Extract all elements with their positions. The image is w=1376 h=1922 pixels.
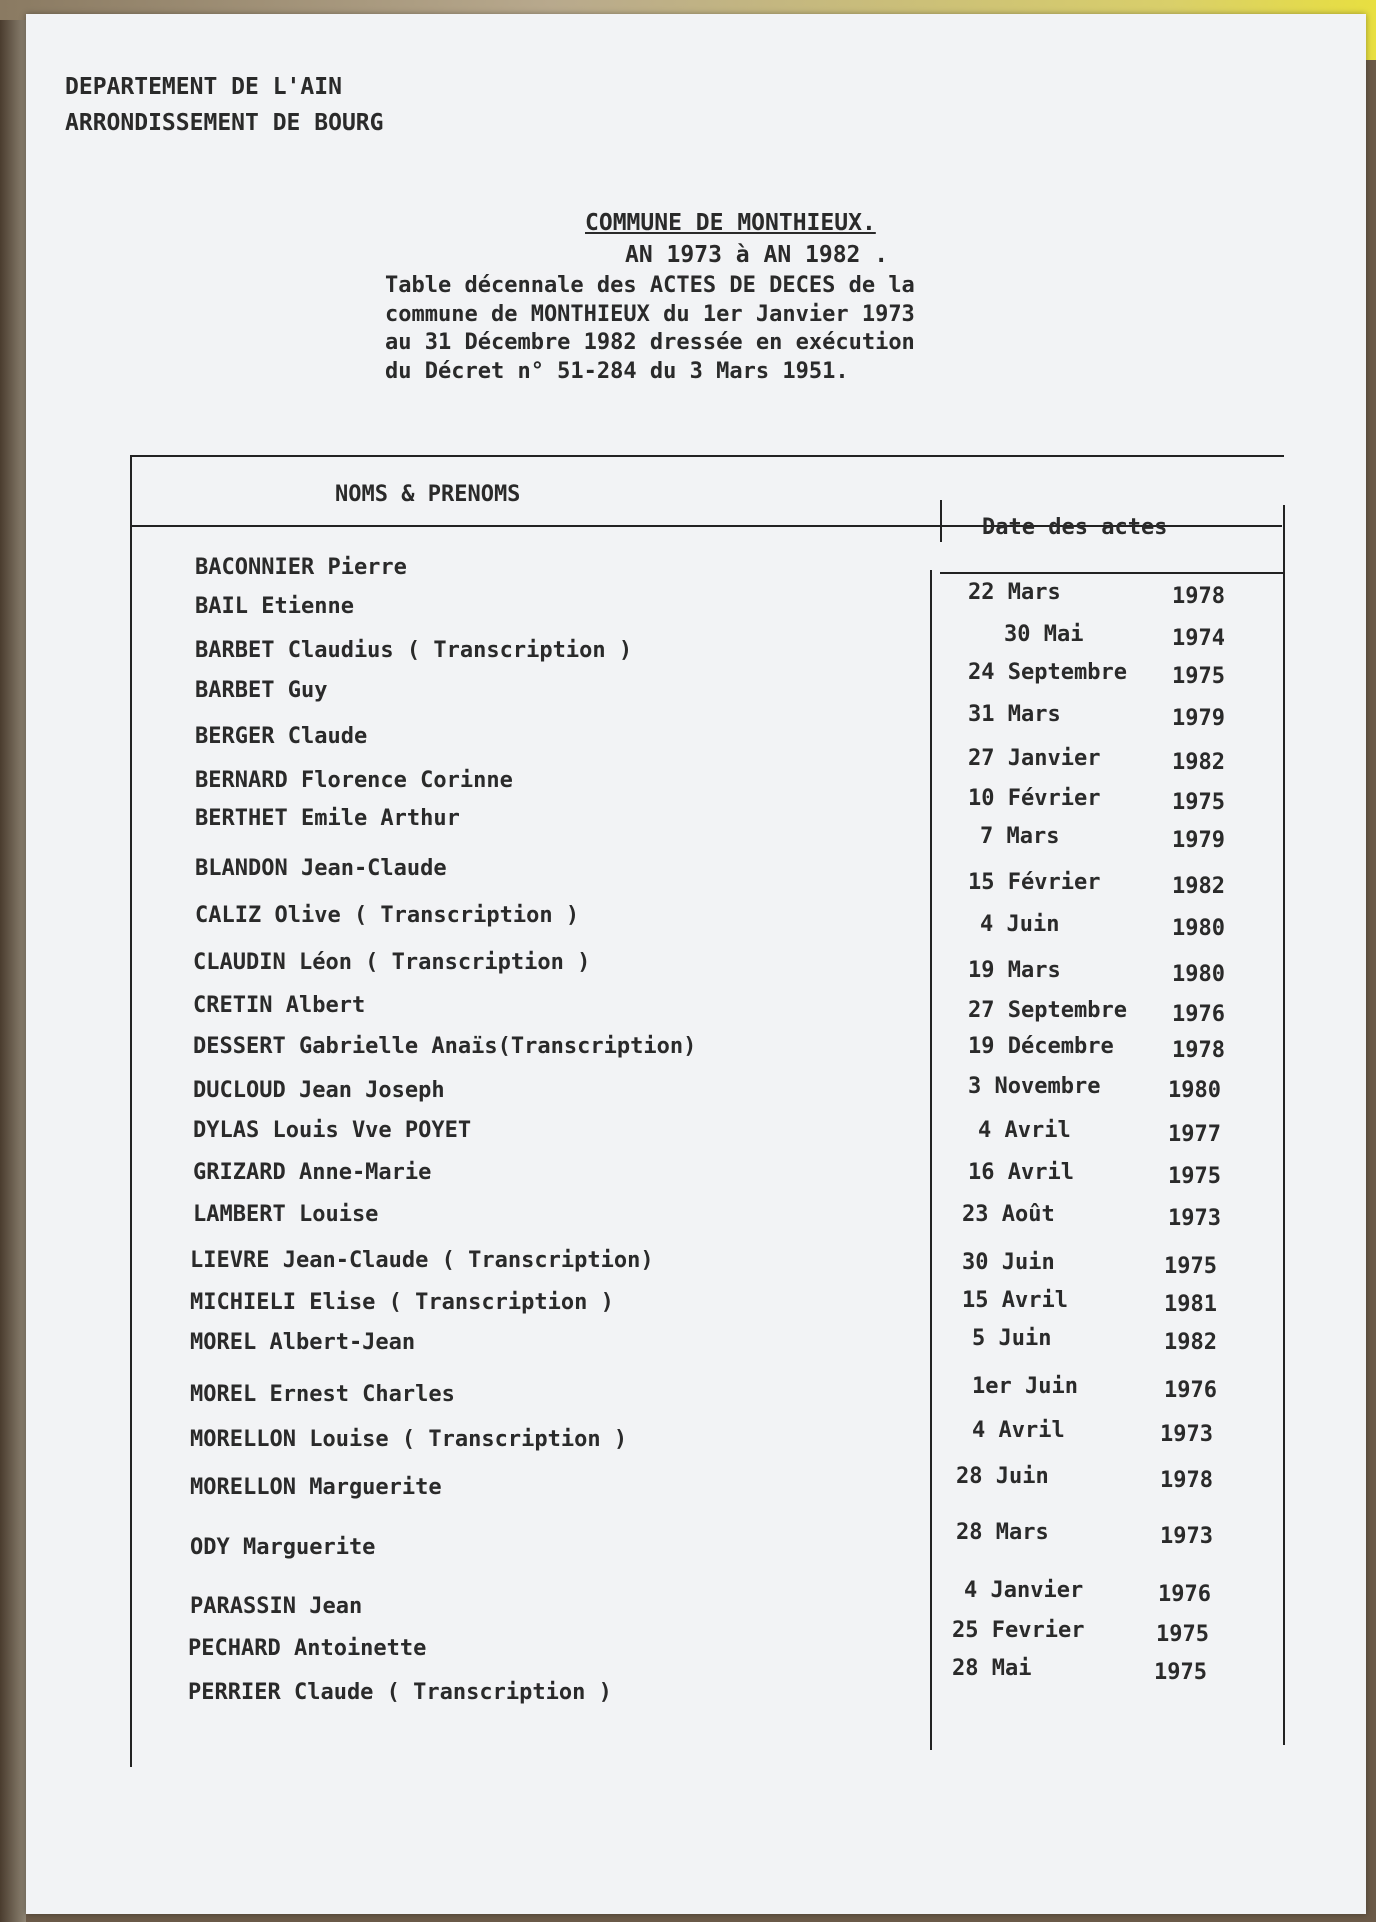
table-row-date: 7 Mars xyxy=(980,824,1060,849)
register-spine xyxy=(0,20,26,1922)
commune-title: COMMUNE DE MONTHIEUX. xyxy=(585,210,876,236)
table-row-date: 16 Avril xyxy=(968,1160,1074,1185)
table-row-name: PECHARD Antoinette xyxy=(188,1636,427,1661)
desc-line: commune de MONTHIEUX du 1er Janvier 1973 xyxy=(385,301,915,327)
table-row-year: 1975 xyxy=(1172,664,1225,689)
table-row-name: MORELLON Louise ( Transcription ) xyxy=(190,1427,628,1452)
table-row-year: 1979 xyxy=(1172,828,1225,853)
table-row-date: 23 Août xyxy=(962,1202,1055,1227)
table-row-date: 25 Fevrier xyxy=(952,1618,1085,1643)
table-row-date: 5 Juin xyxy=(972,1326,1052,1351)
table-row-year: 1974 xyxy=(1172,626,1225,651)
table-row-date: 4 Avril xyxy=(978,1118,1071,1143)
table-row-date: 4 Janvier xyxy=(964,1578,1084,1603)
table-row-name: DYLAS Louis Vve POYET xyxy=(193,1118,472,1143)
table-row-name: MOREL Ernest Charles xyxy=(190,1382,455,1407)
document-title xyxy=(385,210,985,386)
table-row-date: 15 Avril xyxy=(962,1288,1068,1313)
table-row-name: BERTHET Emile Arthur xyxy=(195,806,460,831)
names-column-header: NOMS & PRENOMS xyxy=(335,482,521,507)
table-row-date: 30 Juin xyxy=(962,1250,1055,1275)
table-row-date: 3 Novembre xyxy=(968,1074,1101,1099)
table-row-year: 1979 xyxy=(1172,706,1225,731)
desc-line: au 31 Décembre 1982 dressée en exécution xyxy=(385,330,915,356)
table-row-year: 1978 xyxy=(1160,1468,1213,1493)
table-row-date: 28 Mars xyxy=(956,1520,1049,1545)
table-row-name: MOREL Albert-Jean xyxy=(190,1330,416,1355)
table-row-year: 1975 xyxy=(1156,1622,1209,1647)
table-row-year: 1980 xyxy=(1172,962,1225,987)
table-right-border xyxy=(1283,505,1285,1745)
table-row-year: 1973 xyxy=(1160,1422,1213,1447)
table-row-name: BACONNIER Pierre xyxy=(195,555,407,580)
date-header-rule xyxy=(940,572,1283,574)
table-row-year: 1976 xyxy=(1172,1002,1225,1027)
table-row-year: 1980 xyxy=(1172,916,1225,941)
arrondissement-line: ARRONDISSEMENT DE BOURG xyxy=(65,109,384,136)
table-row-date: 27 Janvier xyxy=(968,746,1101,771)
table-row-year: 1980 xyxy=(1168,1078,1221,1103)
header-divider xyxy=(940,500,942,542)
table-row-date: 19 Décembre xyxy=(968,1034,1114,1059)
table-row-name: BAIL Etienne xyxy=(195,594,354,619)
table-row-year: 1973 xyxy=(1168,1206,1221,1231)
table-row-year: 1982 xyxy=(1172,750,1225,775)
table-row-name: LAMBERT Louise xyxy=(193,1202,379,1227)
title-description xyxy=(385,272,985,386)
table-row-date: 22 Mars xyxy=(968,580,1061,605)
table-row-name: BERNARD Florence Corinne xyxy=(195,768,513,793)
table-row-name: PERRIER Claude ( Transcription ) xyxy=(188,1680,612,1705)
document-header xyxy=(65,70,384,141)
table-row-name: MICHIELI Elise ( Transcription ) xyxy=(190,1290,614,1315)
desc-line: Table décennale des ACTES DE DECES de la xyxy=(385,273,915,298)
table-row-year: 1973 xyxy=(1160,1524,1213,1549)
table-row-date: 28 Juin xyxy=(956,1464,1049,1489)
table-row-name: BARBET Guy xyxy=(195,678,328,703)
years-title: AN 1973 à AN 1982 . xyxy=(625,242,889,268)
table-row-year: 1981 xyxy=(1164,1292,1217,1317)
table-row-year: 1982 xyxy=(1172,874,1225,899)
table-row-year: 1977 xyxy=(1168,1122,1221,1147)
table-row-date: 30 Mai xyxy=(1004,622,1084,647)
table-row-date: 4 Avril xyxy=(972,1418,1065,1443)
table-row-name: BERGER Claude xyxy=(195,724,368,749)
table-row-name: PARASSIN Jean xyxy=(190,1594,363,1619)
column-divider xyxy=(930,570,932,1750)
table-row-name: LIEVRE Jean-Claude ( Transcription) xyxy=(190,1248,654,1273)
table-row-name: DESSERT Gabrielle Anaïs(Transcription) xyxy=(193,1034,697,1059)
table-row-date: 24 Septembre xyxy=(968,660,1127,685)
table-row-year: 1975 xyxy=(1154,1660,1207,1685)
table-row-year: 1975 xyxy=(1172,790,1225,815)
table-row-year: 1975 xyxy=(1164,1254,1217,1279)
table-row-name: ODY Marguerite xyxy=(190,1535,376,1560)
dates-column-header: Date des actes xyxy=(982,515,1168,540)
table-row-name: CRETIN Albert xyxy=(193,993,366,1018)
table-row-name: BLANDON Jean-Claude xyxy=(195,856,447,881)
table-row-year: 1975 xyxy=(1168,1164,1221,1189)
table-row-date: 1er Juin xyxy=(972,1374,1078,1399)
table-row-date: 28 Mai xyxy=(952,1656,1032,1681)
table-row-name: BARBET Claudius ( Transcription ) xyxy=(195,638,633,663)
table-row-name: GRIZARD Anne-Marie xyxy=(193,1160,432,1185)
desc-line: du Décret n° 51-284 du 3 Mars 1951. xyxy=(385,358,849,384)
table-row-name: CALIZ Olive ( Transcription ) xyxy=(195,903,580,928)
table-row-date: 4 Juin xyxy=(980,912,1060,937)
table-row-date: 10 Février xyxy=(968,786,1101,811)
table-row-date: 31 Mars xyxy=(968,702,1061,727)
table-row-year: 1978 xyxy=(1172,1038,1225,1063)
department-line: DEPARTEMENT DE L'AIN xyxy=(65,74,342,100)
table-row-name: CLAUDIN Léon ( Transcription ) xyxy=(193,950,591,975)
table-row-name: DUCLOUD Jean Joseph xyxy=(193,1078,445,1103)
table-row-date: 27 Septembre xyxy=(968,998,1127,1023)
table-row-year: 1978 xyxy=(1172,584,1225,609)
table-row-year: 1976 xyxy=(1158,1582,1211,1607)
table-row-year: 1982 xyxy=(1164,1330,1217,1355)
table-row-date: 15 Février xyxy=(968,870,1101,895)
table-row-name: MORELLON Marguerite xyxy=(190,1475,442,1500)
table-row-year: 1976 xyxy=(1164,1378,1217,1403)
table-row-date: 19 Mars xyxy=(968,958,1061,983)
